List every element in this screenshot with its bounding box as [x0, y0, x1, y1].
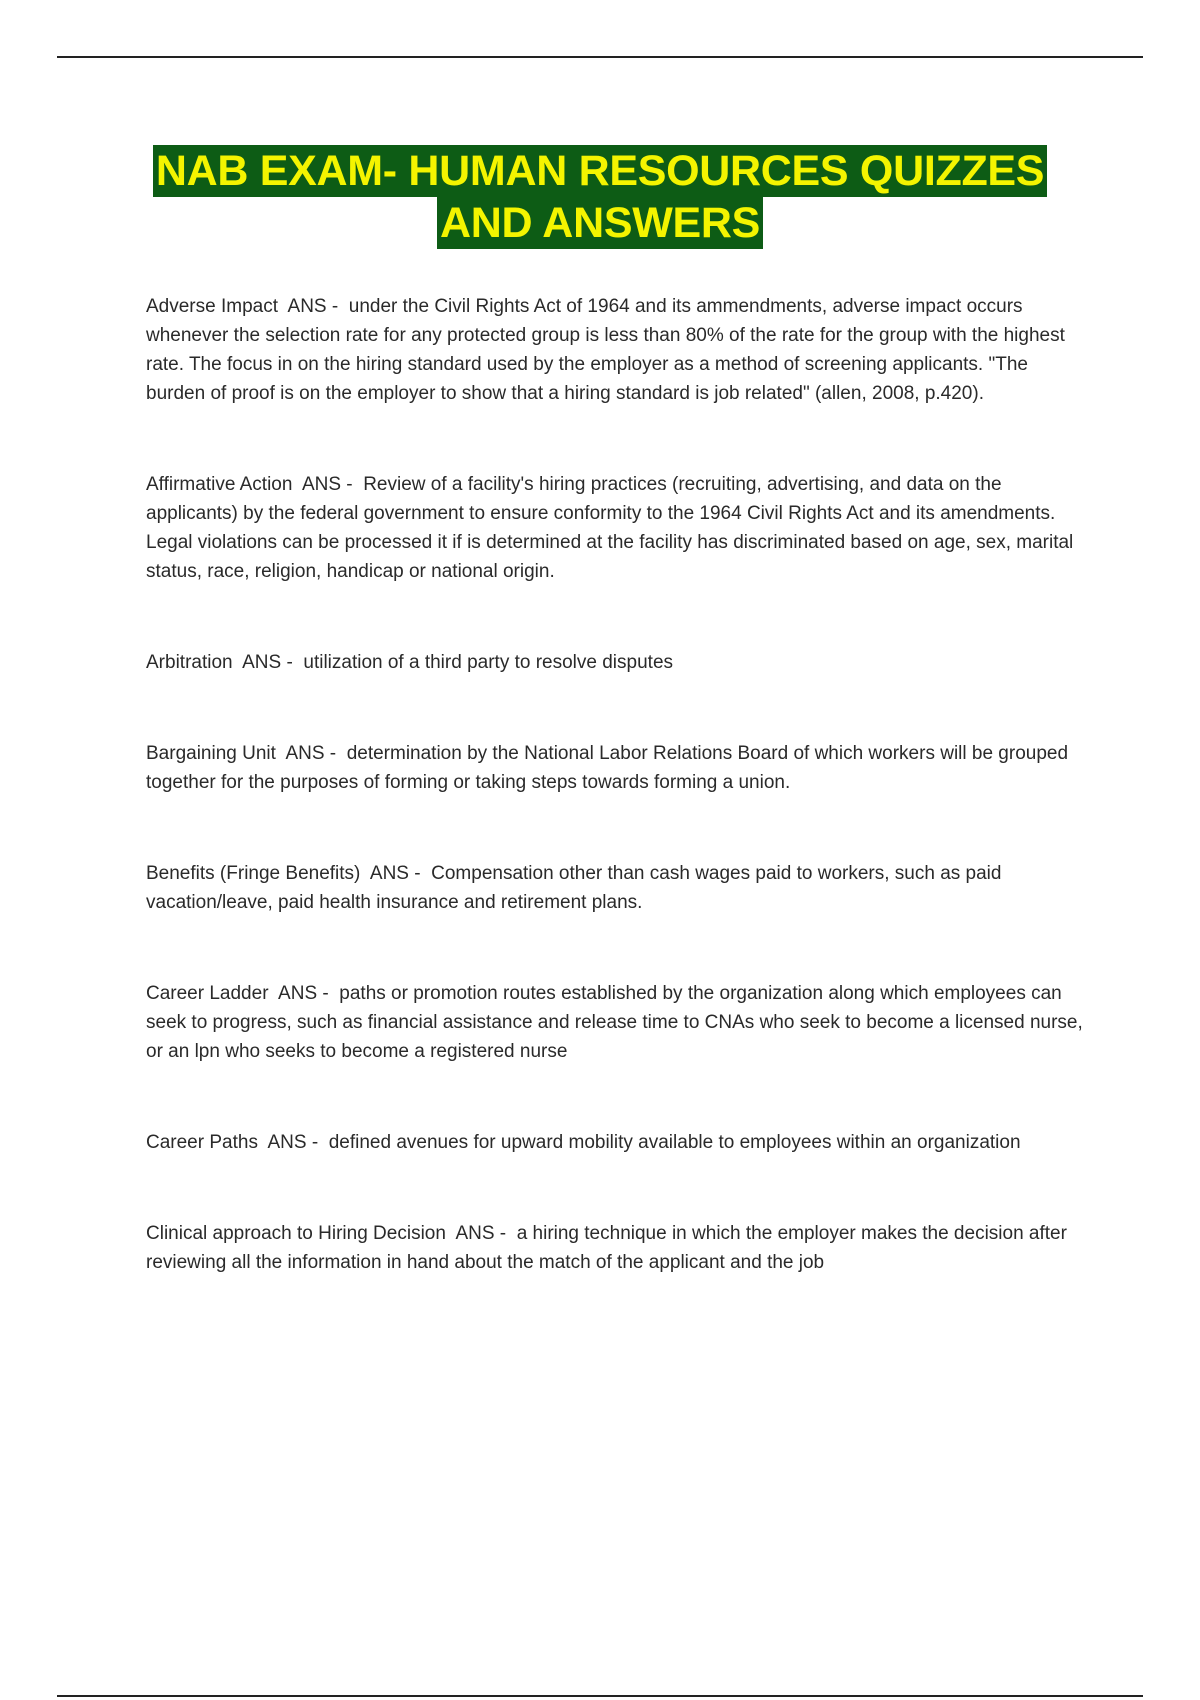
entry-term: Benefits (Fringe Benefits): [146, 863, 361, 884]
title-line-1: NAB EXAM- HUMAN RESOURCES QUIZZES: [153, 145, 1047, 197]
document-title: [100, 145, 1100, 249]
entry-term: Career Ladder: [146, 983, 269, 1004]
entry-answer: Compensation other than cash wages paid to workers, such as paid vacation/leave, paid health insurance and retirement plans.: [146, 863, 1002, 913]
ans-marker: ANS -: [278, 983, 329, 1004]
qa-entry-affirmative-action: [146, 470, 1086, 586]
entry-term: Career Paths: [146, 1132, 258, 1153]
entry-term: Clinical approach to Hiring Decision: [146, 1223, 446, 1244]
entry-answer: Review of a facility's hiring practices (recruiting, advertising, and data on the applicants) by the federal government to ensure conformity to the 1964 Civil Rights Act and its amendments. Legal violations can be processed it if is determined at the facility has discriminated based on age, sex, marital status, race, religion, handicap or national origin.: [146, 474, 1074, 582]
ans-marker: ANS -: [301, 474, 353, 495]
qa-entry-adverse-impact: [146, 292, 1086, 408]
qa-entry-clinical-approach: [146, 1219, 1086, 1277]
qa-entry-arbitration: [146, 648, 1086, 677]
qa-entry-career-paths: [146, 1128, 1086, 1157]
entry-answer: defined avenues for upward mobility available to employees within an organization: [328, 1132, 1021, 1153]
entry-term: Adverse Impact: [146, 296, 278, 317]
entry-term: Arbitration: [146, 652, 233, 673]
entry-term: Affirmative Action: [146, 474, 293, 495]
entry-answer: paths or promotion routes established by the organization along which employees can seek to progress, such as financial assistance and release time to CNAs who seek to become a licensed nurse, or an lpn who seeks to become a registered nurse: [146, 983, 1083, 1062]
entry-answer: utilization of a third party to resolve disputes: [303, 652, 674, 673]
entry-answer: under the Civil Rights Act of 1964 and its ammendments, adverse impact occurs whenever the selection rate for any protected group is less than 80% of the rate for the group with the highest rate. The focus in on the hiring standard used by the employer as a method of screening applicants. "The burden of proof is on the employer to show that a hiring standard is job related" (allen, 2008, p.420).: [146, 296, 1065, 404]
qa-entry-bargaining-unit: [146, 739, 1086, 797]
top-rule: [57, 56, 1143, 58]
ans-marker: ANS -: [287, 296, 339, 317]
qa-entry-career-ladder: [146, 979, 1086, 1066]
entry-answer: a hiring technique in which the employer makes the decision after reviewing all the information in hand about the match of the applicant and the job: [146, 1223, 1067, 1273]
ans-marker: ANS -: [285, 743, 337, 764]
bottom-rule: [57, 1695, 1143, 1697]
ans-marker: ANS -: [455, 1223, 507, 1244]
ans-marker: ANS -: [242, 652, 293, 673]
qa-list: [146, 292, 1086, 1277]
qa-entry-benefits: [146, 859, 1086, 917]
entry-term: Bargaining Unit: [146, 743, 276, 764]
title-line-2: AND ANSWERS: [437, 197, 763, 249]
entry-answer: determination by the National Labor Relations Board of which workers will be grouped together for the purposes of forming or taking steps towards forming a union.: [146, 743, 1069, 793]
ans-marker: ANS -: [267, 1132, 319, 1153]
ans-marker: ANS -: [369, 863, 421, 884]
